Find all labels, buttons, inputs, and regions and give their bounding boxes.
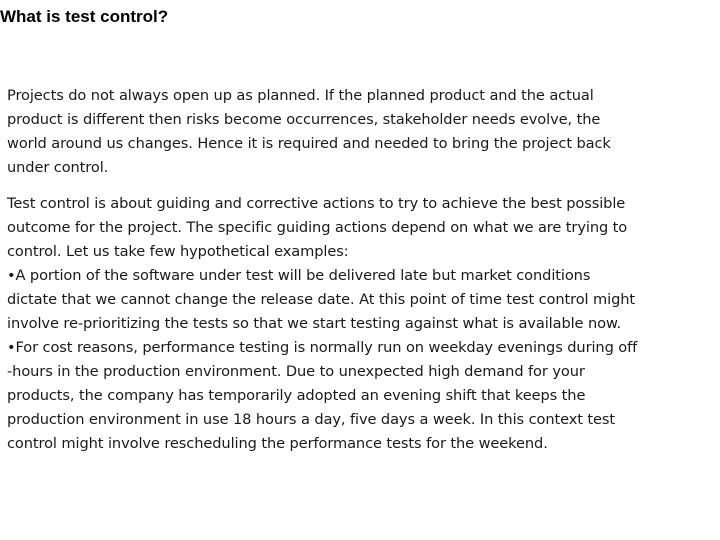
text-line: Projects do not always open up as planned. If the planned product and the actual	[7, 87, 594, 104]
bullet-line: •For cost reasons, performance testing is normally run on weekday evenings during off	[7, 339, 638, 356]
text-line: involve re-prioritizing the tests so that we start testing against what is available now.	[7, 315, 621, 332]
text-line: product is different then risks become occurrences, stakeholder needs evolve, the	[7, 111, 601, 128]
text-line: production environment in use 18 hours a day, five days a week. In this context test	[7, 411, 616, 428]
slide-body	[7, 84, 717, 456]
text-line: under control.	[7, 159, 109, 176]
intro-paragraph	[7, 84, 717, 180]
term-definition: is about guiding and corrective actions to try to achieve the best possible	[89, 195, 626, 212]
text-line	[7, 192, 717, 216]
text-line: -hours in the production environment. Due to unexpected high demand for your	[7, 363, 585, 380]
key-term: Test control	[7, 195, 90, 212]
text-line: outcome for the project. The specific guiding actions depend on what we are trying to	[7, 219, 628, 236]
page-title: What is test control?	[0, 7, 169, 26]
text-line: control might involve rescheduling the performance tests for the weekend.	[7, 435, 548, 452]
definition-paragraph	[7, 192, 717, 456]
text-line: world around us changes. Hence it is required and needed to bring the project back	[7, 135, 611, 152]
text-line: control. Let us take few hypothetical examples:	[7, 243, 349, 260]
text-line: dictate that we cannot change the release date. At this point of time test control might	[7, 291, 636, 308]
bullet-line: •A portion of the software under test will be delivered late but market conditions	[7, 267, 591, 284]
text-line: products, the company has temporarily adopted an evening shift that keeps the	[7, 387, 586, 404]
